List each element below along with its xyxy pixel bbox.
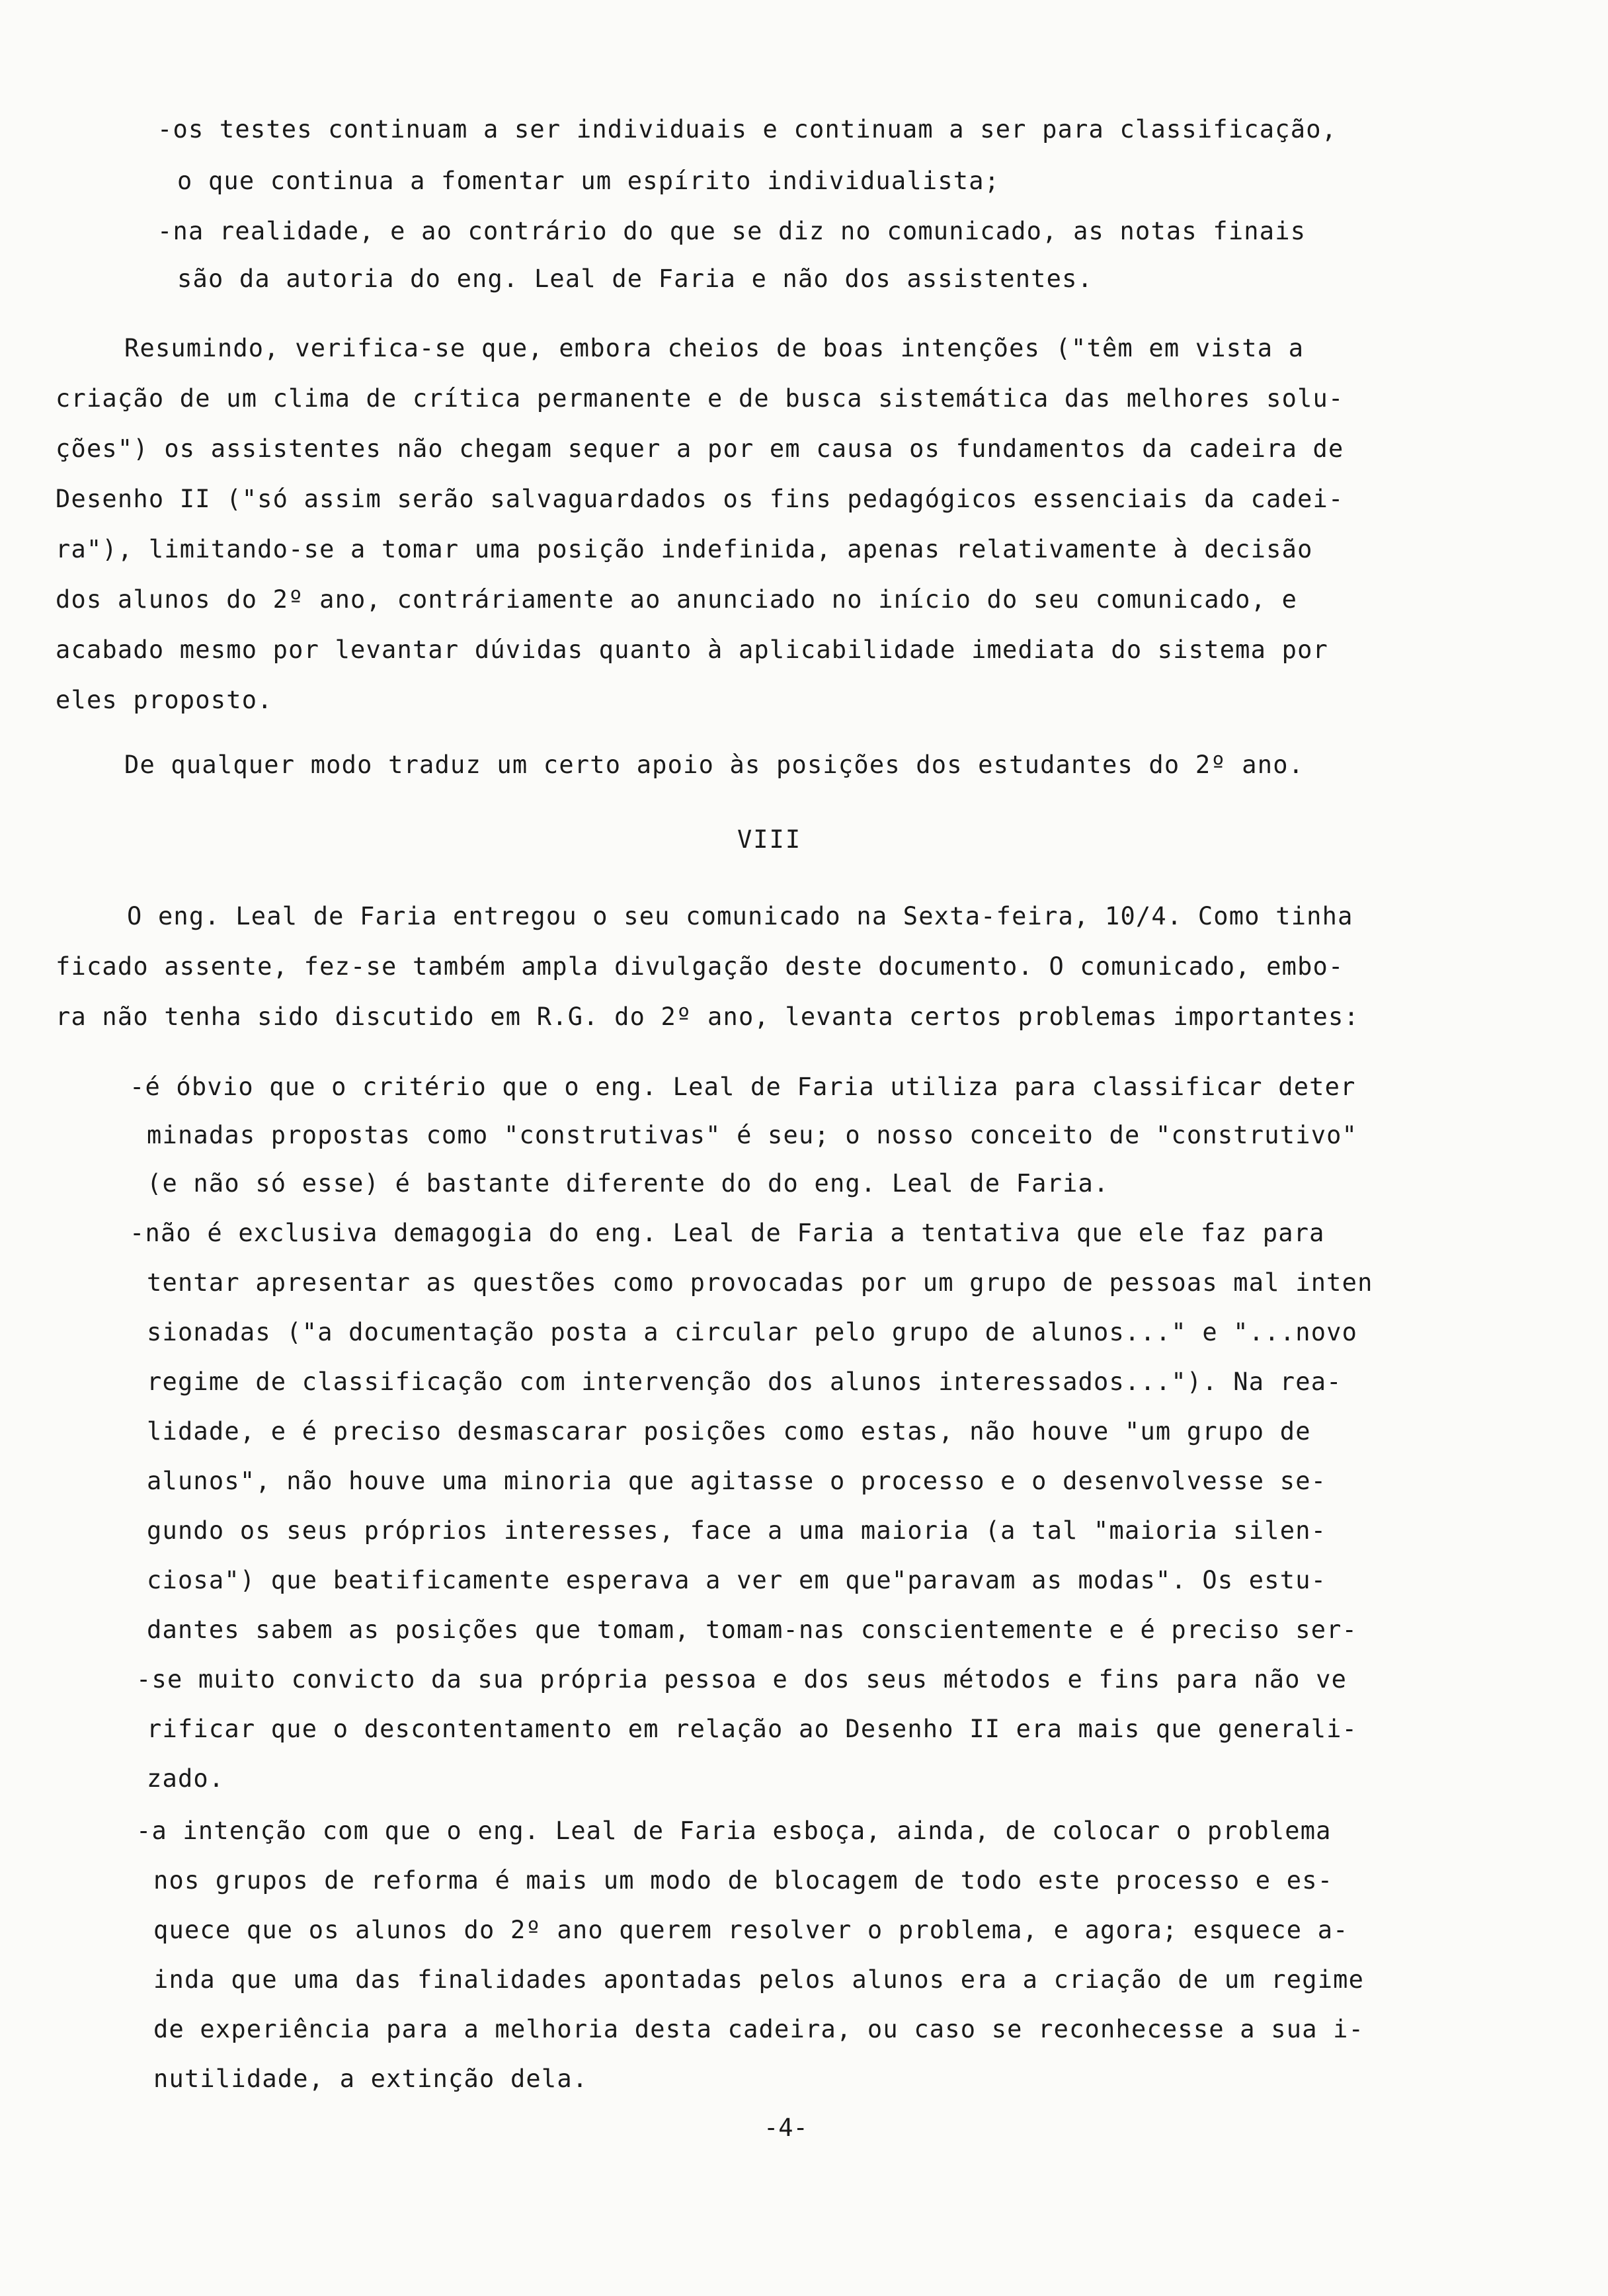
list-item-line: nutilidade, a extinção dela. xyxy=(153,2065,588,2093)
list-item-line: -não é exclusiva demagogia do eng. Leal de Faria a tentativa que ele faz para xyxy=(130,1219,1325,1247)
paragraph-line: ra"), limitando-se a tomar uma posição indefinida, apenas relativamente à decisão xyxy=(56,535,1313,563)
paragraph-line: Desenho II ("só assim serão salvaguardados os fins pedagógicos essenciais da cadei- xyxy=(56,485,1344,513)
list-item-line: -se muito convicto da sua própria pessoa e dos seus métodos e fins para não ve xyxy=(136,1665,1347,1694)
paragraph-line: ra não tenha sido discutido em R.G. do 2º ano, levanta certos problemas importantes: xyxy=(56,1003,1359,1031)
list-item-line: -os testes continuam a ser individuais e continuam a ser para classificação, xyxy=(157,115,1338,144)
list-item-line: dantes sabem as posições que tomam, tomam-nas conscientemente e é preciso ser- xyxy=(147,1616,1358,1644)
list-item-line: gundo os seus próprios interesses, face a uma maioria (a tal "maioria silen- xyxy=(147,1516,1327,1545)
list-item-line: rificar que o descontentamento em relação ao Desenho II era mais que generali- xyxy=(147,1715,1358,1743)
list-item-line: -na realidade, e ao contrário do que se diz no comunicado, as notas finais xyxy=(157,217,1306,245)
paragraph-line: eles proposto. xyxy=(56,686,273,714)
list-item-line: sionadas ("a documentação posta a circular pelo grupo de alunos..." e "...novo xyxy=(147,1318,1358,1346)
page-number: -4- xyxy=(764,2113,808,2142)
paragraph-line: criação de um clima de crítica permanente e de busca sistemática das melhores solu- xyxy=(56,384,1344,413)
list-item-line: zado. xyxy=(147,1764,225,1793)
paragraph-line: acabado mesmo por levantar dúvidas quanto à aplicabilidade imediata do sistema por xyxy=(56,636,1329,664)
list-item-line: o que continua a fomentar um espírito individualista; xyxy=(177,167,1000,195)
list-item-line: lidade, e é preciso desmascarar posições como estas, não houve "um grupo de xyxy=(147,1417,1311,1446)
paragraph-line: ficado assente, fez-se também ampla divulgação deste documento. O comunicado, embo- xyxy=(56,952,1344,981)
list-item-line: ciosa") que beatificamente esperava a ver em que"paravam as modas". Os estu- xyxy=(147,1566,1327,1594)
paragraph-line: dos alunos do 2º ano, contráriamente ao anunciado no início do seu comunicado, e xyxy=(56,585,1298,614)
paragraph-line: Resumindo, verifica-se que, embora cheios de boas intenções ("têm em vista a xyxy=(124,334,1305,362)
list-item-line: (e não só esse) é bastante diferente do do eng. Leal de Faria. xyxy=(147,1169,1109,1198)
list-item-line: são da autoria do eng. Leal de Faria e não dos assistentes. xyxy=(177,265,1094,293)
paragraph-line: ções") os assistentes não chegam sequer a por em causa os fundamentos da cadeira de xyxy=(56,434,1344,463)
list-item-line: minadas propostas como "construtivas" é seu; o nosso conceito de "construtivo" xyxy=(147,1121,1358,1149)
list-item-line: tentar apresentar as questões como provocadas por um grupo de pessoas mal inten xyxy=(147,1268,1373,1297)
list-item-line: regime de classificação com intervenção dos alunos interessados..."). Na rea- xyxy=(147,1368,1342,1396)
list-item-line: de experiência para a melhoria desta cadeira, ou caso se reconhecesse a sua i- xyxy=(153,2015,1365,2043)
list-item-line: -a intenção com que o eng. Leal de Faria esboça, ainda, de colocar o problema xyxy=(136,1817,1332,1845)
list-item-line: -é óbvio que o critério que o eng. Leal de Faria utiliza para classificar deter xyxy=(130,1073,1356,1101)
list-item-line: quece que os alunos do 2º ano querem resolver o problema, e agora; esquece a- xyxy=(153,1916,1349,1944)
paragraph-line: O eng. Leal de Faria entregou o seu comunicado na Sexta-feira, 10/4. Como tinha xyxy=(127,902,1353,930)
section-heading: VIII xyxy=(737,825,802,854)
paragraph-line: De qualquer modo traduz um certo apoio às posições dos estudantes do 2º ano. xyxy=(124,751,1305,779)
list-item-line: nos grupos de reforma é mais um modo de blocagem de todo este processo e es- xyxy=(153,1866,1334,1895)
list-item-line: inda que uma das finalidades apontadas pelos alunos era a criação de um regime xyxy=(153,1965,1365,1994)
list-item-line: alunos", não houve uma minoria que agitasse o processo e o desenvolvesse se- xyxy=(147,1467,1327,1495)
